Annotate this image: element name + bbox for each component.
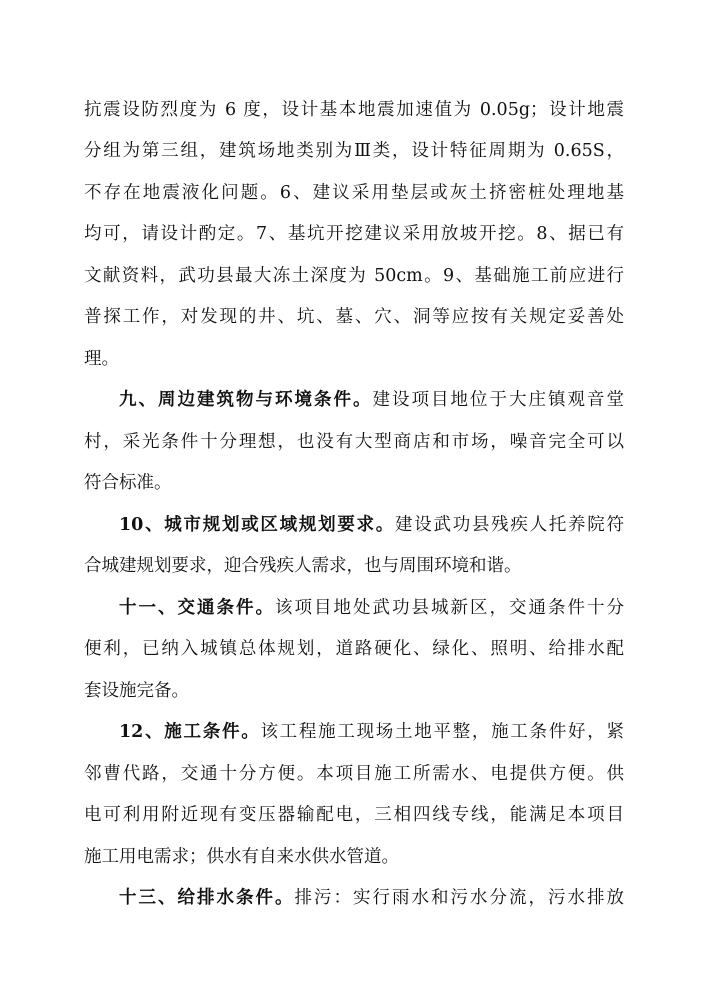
body-text-line: 邻曹代路，交通十分方便。本项目施工所需水、电提供方便。供	[84, 764, 624, 784]
body-text-line: 均可，请设计酌定。7、基坑开挖建议采用放坡开挖。8、据已有	[84, 224, 624, 244]
body-text-line: 分组为第三组，建筑场地类别为Ⅲ类，设计特征周期为 0.65S，	[84, 141, 624, 161]
section-heading: 九、周边建筑物与环境条件。	[119, 390, 373, 410]
body-text-line: 普探工作，对发现的井、坑、墓、穴、洞等应按有关规定妥善处	[84, 307, 624, 327]
body-text-line: 不存在地震液化问题。6、建议采用垫层或灰土挤密桩处理地基	[84, 183, 624, 203]
section-first-line	[119, 883, 624, 913]
section-text: 建设项目地位于大庄镇观音堂	[372, 390, 624, 410]
section-heading: 10、城市规划或区域规划要求。	[119, 515, 396, 535]
body-text-line: 施工用电需求；供水有自来水供水管道。	[84, 847, 399, 867]
section-text: 该项目地处武功县城新区，交通条件十分	[275, 598, 624, 618]
section-first-line	[119, 593, 624, 623]
section-text: 该工程施工现场土地平整，施工条件好，紧	[260, 722, 624, 742]
body-text-line: 村，采光条件十分理想，也没有大型商店和市场，噪音完全可以	[84, 432, 624, 452]
section-heading: 12、施工条件。	[119, 722, 261, 742]
section-text: 建设武功县残疾人托养院符	[395, 515, 624, 535]
section-first-line	[119, 385, 624, 415]
section-text: 排污：实行雨水和污水分流，污水排放	[294, 888, 624, 908]
section-first-line	[119, 717, 624, 747]
body-text-line: 合城建规划要求，迎合残疾人需求，也与周围环境和谐。	[84, 556, 522, 576]
section-first-line	[119, 510, 624, 540]
body-text-line: 套设施完备。	[84, 681, 189, 701]
section-heading: 十三、给排水条件。	[119, 888, 295, 908]
section-heading: 十一、交通条件。	[119, 598, 275, 618]
body-text-line: 便利，已纳入城镇总体规划，道路硬化、绿化、照明、给排水配	[84, 639, 624, 659]
body-text-line: 抗震设防烈度为 6 度，设计基本地震加速值为 0.05g；设计地震	[84, 100, 624, 120]
body-text-line: 理。	[84, 349, 119, 369]
body-text-line: 电可利用附近现有变压器输配电，三相四线专线，能满足本项目	[84, 805, 624, 825]
body-text-line: 符合标准。	[84, 473, 172, 493]
body-text-line: 文献资料，武功县最大冻土深度为 50cm。9、基础施工前应进行	[84, 266, 624, 286]
